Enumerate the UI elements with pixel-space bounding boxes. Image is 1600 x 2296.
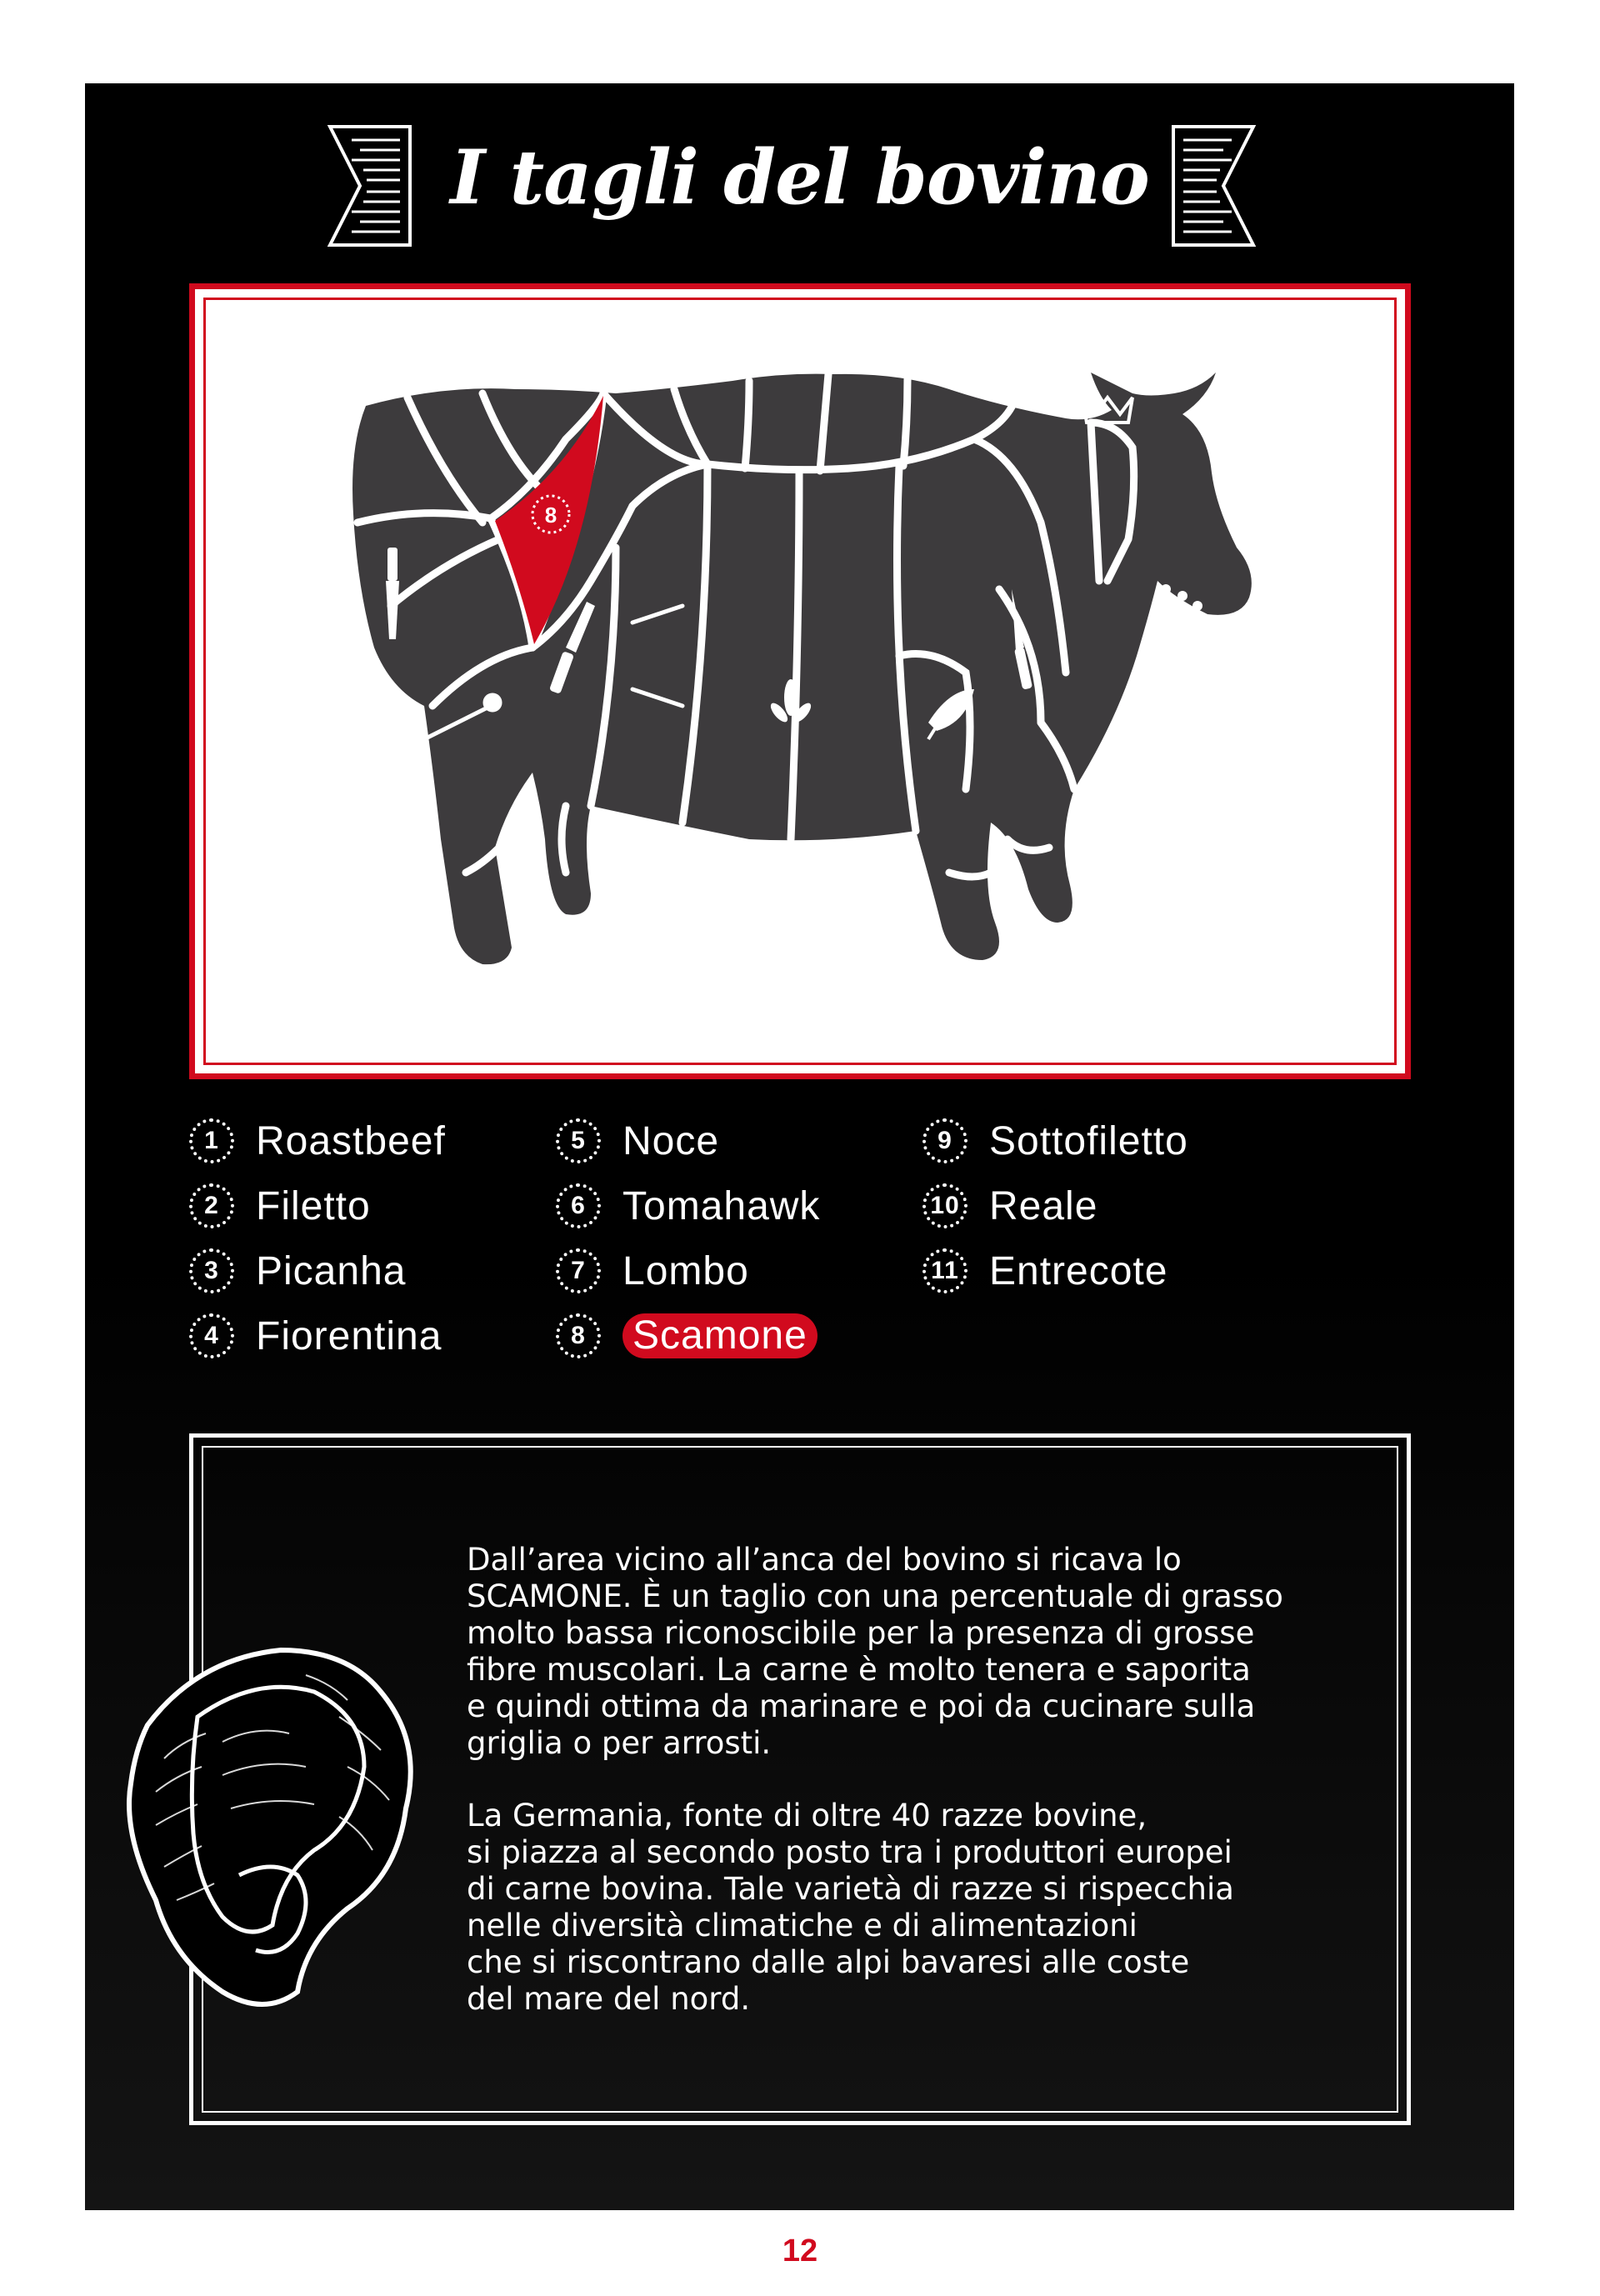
description-paragraph-2: La Germania, fonte di oltre 40 razze bovine, si piazza al secondo posto tra i produttori europei di carne bovina. Tale varietà di razze si rispecchia nelle diversità climatiche e di alimentazioni che si riscontrano dalle alpi bavaresi alle coste del mare del nord.: [467, 1798, 1234, 2017]
legend-label: Roastbeef: [256, 1118, 446, 1163]
page-title: I tagli del bovino: [450, 133, 1149, 222]
legend-number: 3: [189, 1248, 234, 1293]
legend-label: Filetto: [256, 1183, 371, 1228]
highlighted-cut-number: 8: [544, 503, 558, 528]
legend-item: [556, 1173, 820, 1238]
legend-item: [922, 1238, 1188, 1303]
ribbon-right-icon: [1170, 123, 1257, 248]
cow-body-shape: [352, 373, 1252, 964]
legend-number: 6: [556, 1183, 601, 1228]
page-number: 12: [782, 2233, 818, 2268]
legend-number: 8: [556, 1313, 601, 1358]
legend-item: [189, 1238, 446, 1303]
legend-number: 9: [922, 1118, 968, 1163]
legend-number: 1: [189, 1118, 234, 1163]
legend-item: [922, 1173, 1188, 1238]
cow-cuts-diagram: [316, 373, 1299, 1006]
legend-column-2: [556, 1108, 820, 1368]
legend-label: Noce: [622, 1118, 720, 1163]
legend-column-1: [189, 1108, 446, 1368]
legend-label: Reale: [989, 1183, 1098, 1228]
legend-item: [189, 1173, 446, 1238]
legend-label: Entrecote: [989, 1248, 1168, 1293]
legend-label: Sottofiletto: [989, 1118, 1188, 1163]
legend-number: 5: [556, 1118, 601, 1163]
legend-item: [556, 1238, 820, 1303]
legend-label: Fiorentina: [256, 1313, 442, 1358]
legend-item: [922, 1108, 1188, 1173]
legend-item: [556, 1108, 820, 1173]
legend-label-highlighted: Scamone: [622, 1313, 818, 1358]
page-panel: [85, 83, 1514, 2210]
legend-item: [189, 1303, 446, 1368]
legend-item: [189, 1108, 446, 1173]
legend-label: Lombo: [622, 1248, 749, 1293]
legend-number: 2: [189, 1183, 234, 1228]
legend-number: 7: [556, 1248, 601, 1293]
description-paragraph-1: Dall’area vicino all’anca del bovino si ricava lo SCAMONE. È un taglio con una percentuale di grasso molto bassa riconoscibile per la presenza di grosse fibre muscolari. La carne è molto tenera e saporita e quindi ottima da marinare e poi da cucinare sulla griglia o per arrosti.: [467, 1542, 1283, 1761]
cow-diagram-frame: [189, 283, 1411, 1079]
legend-number: 4: [189, 1313, 234, 1358]
legend-label: Tomahawk: [622, 1183, 821, 1228]
cuts-legend: [189, 1108, 1411, 1375]
legend-column-3: [922, 1108, 1188, 1303]
legend-item-active: [556, 1303, 820, 1368]
legend-label: Picanha: [256, 1248, 407, 1293]
meat-illustration: [98, 1625, 448, 2025]
legend-number: 11: [922, 1248, 968, 1293]
title-area: [85, 83, 1514, 283]
legend-number: 10: [922, 1183, 968, 1228]
